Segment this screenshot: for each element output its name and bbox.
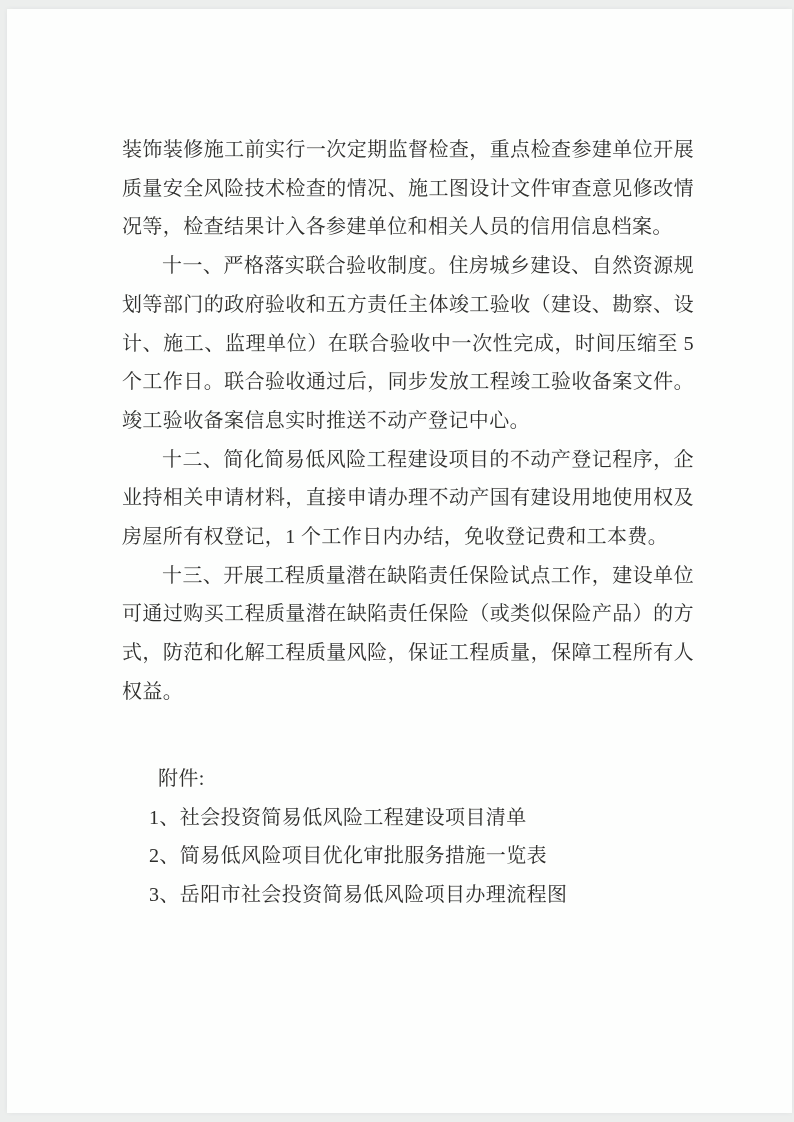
body-paragraph-item-13: 十三、开展工程质量潜在缺陷责任保险试点工作，建设单位可通过购买工程质量潜在缺陷责任保险（或类似保险产品）的方式，防范和化解工程质量风险，保证工程质量，保障工程所有人权益。 xyxy=(122,564,694,703)
attachment-item-3: 3、岳阳市社会投资简易低风险项目办理流程图 xyxy=(149,884,568,907)
body-paragraph-item-11: 十一、严格落实联合验收制度。住房城乡建设、自然资源规划等部门的政府验收和五方责任主体竣工验收（建设、勘察、设计、施工、监理单位）在联合验收中一次性完成，时间压缩至 5 个工作日。联合验收通过后，同步发放工程竣工验收备案文件。竣工验收备案信息实时推送不动产登记中心。 xyxy=(122,255,694,432)
attachment-item-1: 1、社会投资简易低风险工程建设项目清单 xyxy=(149,806,527,829)
body-paragraph-continuation: 装饰装修施工前实行一次定期监督检查，重点检查参建单位开展质量安全风险技术检查的情况、施工图设计文件审查意见修改情况等，检查结果计入各参建单位和相关人员的信用信息档案。 xyxy=(122,139,694,239)
document-body xyxy=(122,131,694,712)
attachments-label: 附件: xyxy=(158,768,205,790)
body-paragraph-item-12: 十二、简化简易低风险工程建设项目的不动产登记程序，企业持相关申请材料，直接申请办理不动产国有建设用地使用权及房屋所有权登记，1 个工作日内办结，免收登记费和工本费。 xyxy=(122,448,694,549)
attachments-section xyxy=(122,760,694,915)
attachment-item-2: 2、简易低风险项目优化审批服务措施一览表 xyxy=(149,845,547,868)
scanned-page xyxy=(7,9,792,1113)
